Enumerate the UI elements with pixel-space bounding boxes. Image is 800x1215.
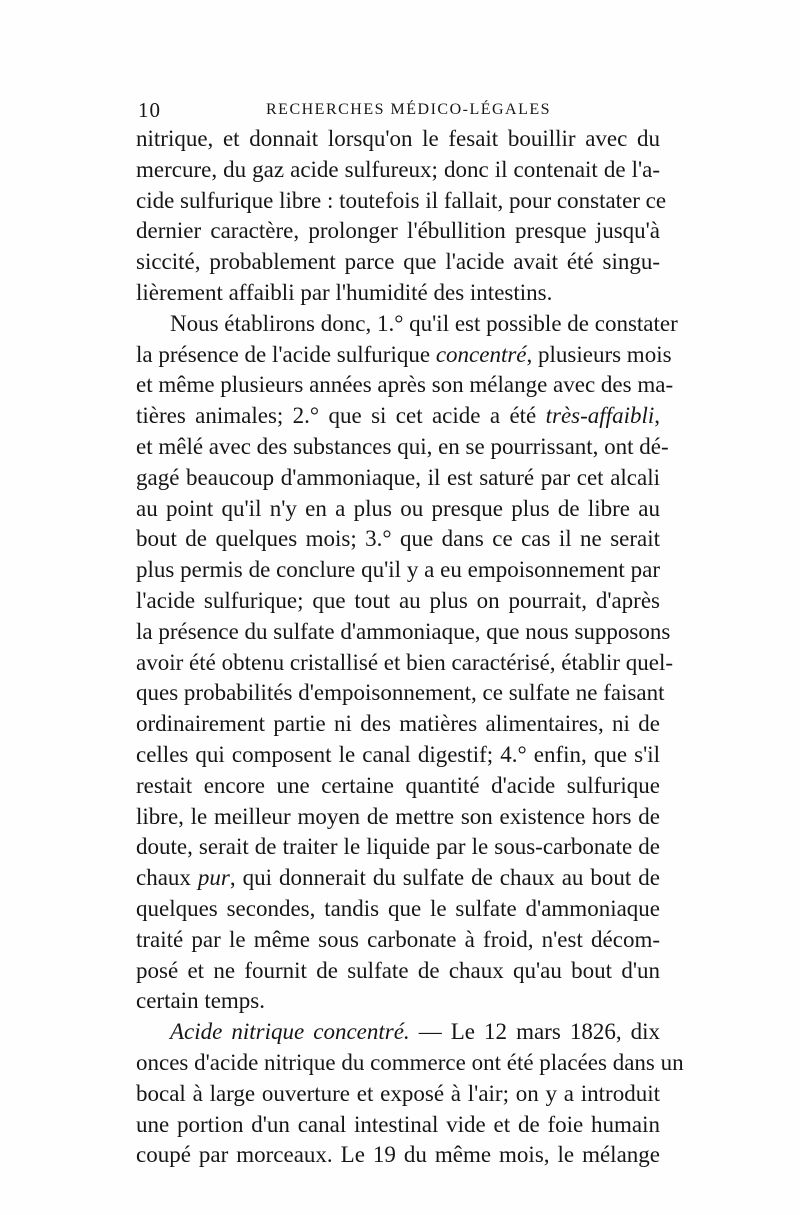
text-line: restait encore une certaine quantité d'acide sulfurique [136, 772, 660, 798]
text-line: celles qui composent le canal digestif; 4.° enfin, que s'il [136, 741, 660, 767]
italic-run: très-affaibli [545, 403, 655, 429]
text-line: lièrement affaibli par l'humidité des intestins. [136, 279, 553, 305]
text-line: bocal à large ouverture et exposé à l'air; on y a introduit [136, 1080, 660, 1106]
text-line: onces d'acide nitrique du commerce ont été placées dans un [136, 1049, 684, 1075]
text-line: plus permis de conclure qu'il y a eu empoisonnement par [136, 557, 660, 583]
text-line: gagé beaucoup d'ammoniaque, il est saturé par cet alcali [136, 464, 660, 490]
text-line: nitrique, et donnait lorsqu'on le fesait bouillir avec du [136, 126, 660, 151]
body-text [136, 124, 684, 1171]
page-number: 10 [138, 98, 161, 122]
text-line: libre, le meilleur moyen de mettre son existence hors de [136, 803, 660, 829]
text-line: Acide nitrique concentré. — Le 12 mars 1826, dix [170, 1019, 660, 1045]
italic-run: pur [197, 865, 230, 891]
running-title: RECHERCHES MÉDICO-LÉGALES [266, 101, 552, 118]
text-line: la présence du sulfate d'ammoniaque, que nous supposons [136, 618, 671, 644]
text-line: coupé par morceaux. Le 19 du même mois, le mélange [136, 1142, 660, 1168]
text-line: l'acide sulfurique; que tout au plus on pourrait, d'après [136, 587, 660, 613]
text-line: bout de quelques mois; 3.° que dans ce cas il ne serait [136, 526, 660, 552]
text-line: ordinairement partie ni des matières alimentaires, ni de [136, 711, 660, 737]
text-line: posé et ne fournit de sulfate de chaux qu'au bout d'un [136, 957, 660, 983]
text-line: Nous établirons donc, 1.° qu'il est possible de constater [170, 310, 678, 336]
text-line: siccité, probablement parce que l'acide avait été singu- [136, 249, 660, 275]
text-line: une portion d'un canal intestinal vide et de foie humain [136, 1111, 660, 1137]
text-line: dernier caractère, prolonger l'ébullition presque jusqu'à [136, 218, 660, 244]
text-line: et mêlé avec des substances qui, en se pourrissant, ont dé- [136, 433, 669, 459]
text-line: certain temps. [136, 988, 266, 1014]
italic-run: concentré [435, 341, 527, 367]
text-line: doute, serait de traiter le liquide par le sous-carbonate de [136, 834, 660, 860]
text-line: et même plusieurs années après son mélange avec des ma- [136, 372, 674, 398]
text-line: avoir été obtenu cristallisé et bien caractérisé, établir quel- [136, 649, 674, 675]
text-line: traité par le même sous carbonate à froid, n'est décom- [136, 926, 660, 952]
text-line: au point qu'il n'y en a plus ou presque plus de libre au [136, 495, 660, 521]
text-line: cide sulfurique libre : toutefois il fallait, pour constater ce [136, 187, 667, 213]
running-head [138, 98, 658, 126]
text-line: quelques secondes, tandis que le sulfate d'ammoniaque [136, 895, 660, 921]
text-line: ques probabilités d'empoisonnement, ce sulfate ne faisant [136, 680, 665, 706]
italic-run: Acide nitrique concentré. [170, 1019, 410, 1045]
text-line: tières animales; 2.° que si cet acide a été très-affaibli, [136, 403, 660, 429]
text-line: la présence de l'acide sulfurique concentré, plusieurs mois [136, 341, 672, 367]
text-line: chaux pur, qui donnerait du sulfate de chaux au bout de [136, 865, 660, 891]
text-line: mercure, du gaz acide sulfureux; donc il contenait de l'a- [136, 156, 660, 182]
